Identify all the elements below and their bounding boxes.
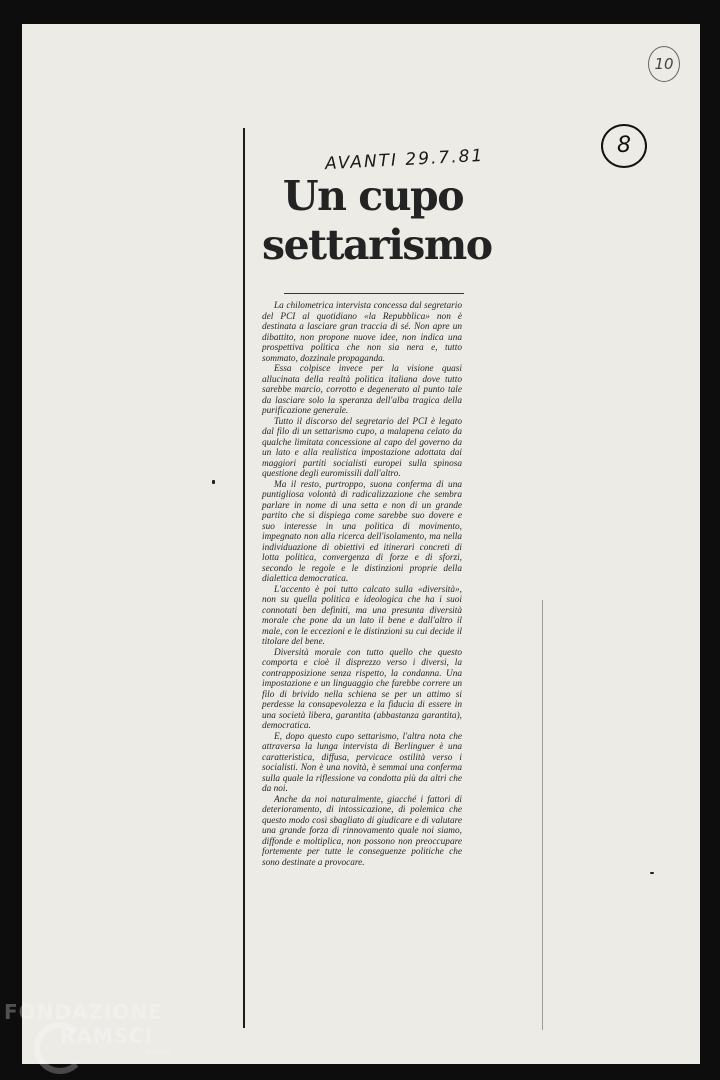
article-paragraph: La chilometrica intervista concessa dal segretario del PCI al quotidiano «la Repubblica» non è destinata a lasciare gran traccia di sé. Non apre un dibattito, non propone nuove idee, non indica una prospettiva politica che non sia nera e, tutto sommato, dozzinale propaganda. (262, 301, 462, 364)
watermark-line-2: RAMSCI (60, 1024, 154, 1048)
article-paragraph: Ma il resto, purtroppo, suona conferma di una puntigliosa volontà di radicalizzazione che sembra parlare in nome di una setta e non di un grande partito che si dispiega come sarebbe suo dovere e suo interesse in una politica di movimento, impegnato non alla ricerca dell'isolamento, ma nella individuazione di obiettivi ed itinerari concreti di lotta politica, convergenza di forze e di sforzi, secondo le regole e le distinzioni proprie della dialettica democratica. (262, 479, 462, 584)
article-paragraph: Diversità morale con tutto quello che questo comporta e cioè il disprezzo verso i diversi, la contrapposizione senza rispetto, la condanna. Una impostazione e un linguaggio che farebbe correre un filo di brivido nella schiena se per un attimo si perdesse la consapevolezza e la fiducia di essere in una società libera, garantita (abbastanza garantita), democratica. (262, 647, 462, 731)
paper-speck (212, 480, 215, 484)
article-headline: Un cupo settarismo (262, 172, 492, 269)
watermark-line-1: FONDAZIONE (4, 1000, 163, 1024)
clip-number-stamp: 8 (601, 124, 647, 168)
article-paragraph: Tutto il discorso del segretario del PCI è legato dal filo di un settarismo cupo, a malapena celato da qualche limitata concessione al capo del governo da un lato e alla realistica impostazione adottata dai maggiori partiti socialisti europei sulla spinosa questione degli euromissili dall'altro. (262, 416, 462, 479)
clipping-right-rule (542, 600, 543, 1030)
article-paragraph: L'accento è poi tutto calcato sulla «diversità», non su quella politica e ideologica che ha i suoi connotati ben definiti, ma una presunta diversità morale che pone da un lato il bene e dall'altro il male, con le eccezioni e le distinzioni su cui decide il titolare del bene. (262, 584, 462, 647)
article-body (262, 301, 462, 868)
handwritten-source-note: AVANTI 29.7.81 (324, 145, 485, 175)
logo-g-icon (34, 1022, 86, 1074)
watermark-logo (4, 1000, 170, 1058)
headline-divider (284, 293, 464, 294)
watermark-line-3: onlus (146, 1048, 171, 1058)
article-paragraph: Anche da noi naturalmente, giacché i fattori di deterioramento, di intossicazione, di polemica che questo modo così sbagliato di giudicare e di valutare una grande forza di rinnovamento quale noi siamo, diffonde e moltiplica, non possono non preoccupare fortemente per tutte le conseguenze politiche che sono destinate a provocare. (262, 794, 462, 868)
page-number-stamp: 10 (648, 46, 680, 82)
paper-speck (650, 872, 654, 874)
clipping-left-rule (243, 128, 245, 1028)
article-paragraph: E, dopo questo cupo settarismo, l'altra nota che attraversa la lunga intervista di Berlinguer è una caratteristica, diffusa, pervicace ostilità verso i socialisti. Non è una novità, è semmai una conferma sulla quale la riflessione va condotta più da altri che da noi. (262, 731, 462, 794)
article-paragraph: Essa colpisce invece per la visione quasi allucinata della realtà politica italiana dove tutto sarebbe marcio, corrotto e degenerato al punto tale da lasciare solo la speranza dell'alba tragica della purificazione generale. (262, 364, 462, 416)
